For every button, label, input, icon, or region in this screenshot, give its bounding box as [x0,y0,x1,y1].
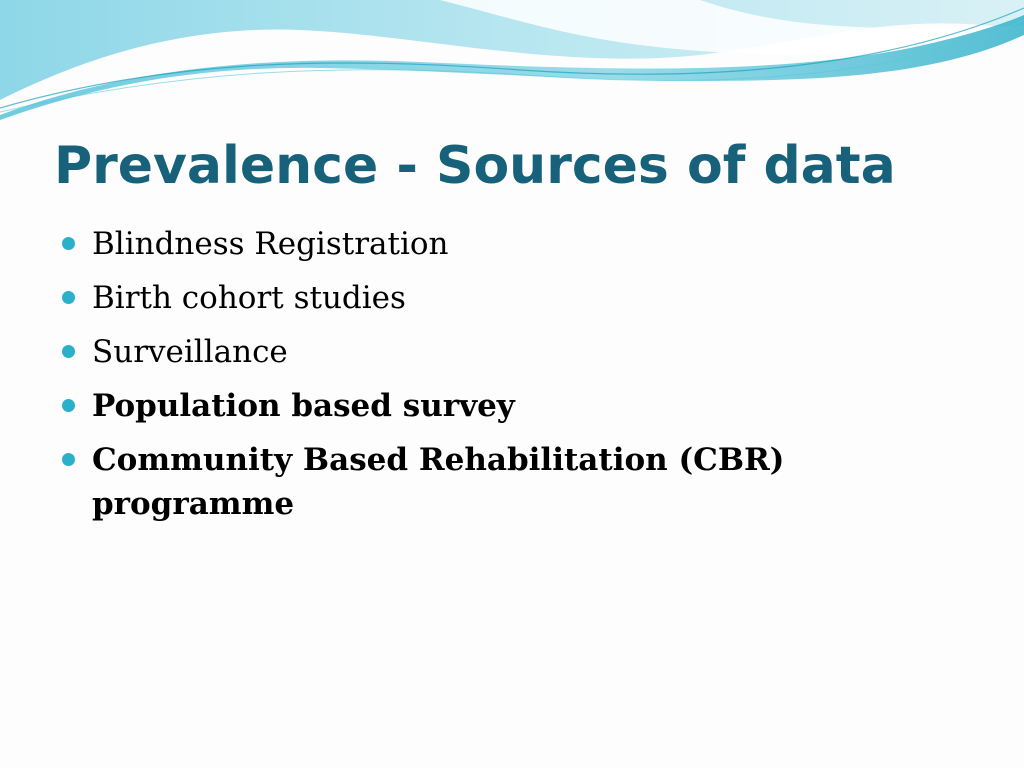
bullet-text: Community Based Rehabilitation (CBR) programme [92,442,785,522]
bullet-item [62,384,822,428]
bullet-text: Surveillance [92,334,288,370]
bullet-text: Birth cohort studies [92,280,406,316]
bullet-item [62,276,822,320]
bullet-dot-icon [62,453,75,466]
bullet-dot-icon [62,399,75,412]
bullet-list [62,222,822,536]
bullet-item [62,330,822,374]
bullet-dot-icon [62,237,75,250]
bullet-item [62,222,822,266]
bullet-item [62,438,822,526]
bullet-text: Blindness Registration [92,226,449,262]
header-wave-decoration [0,0,1024,130]
slide-title: Prevalence - Sources of data [54,136,896,196]
bullet-text: Population based survey [92,388,515,424]
bullet-dot-icon [62,291,75,304]
bullet-dot-icon [62,345,75,358]
